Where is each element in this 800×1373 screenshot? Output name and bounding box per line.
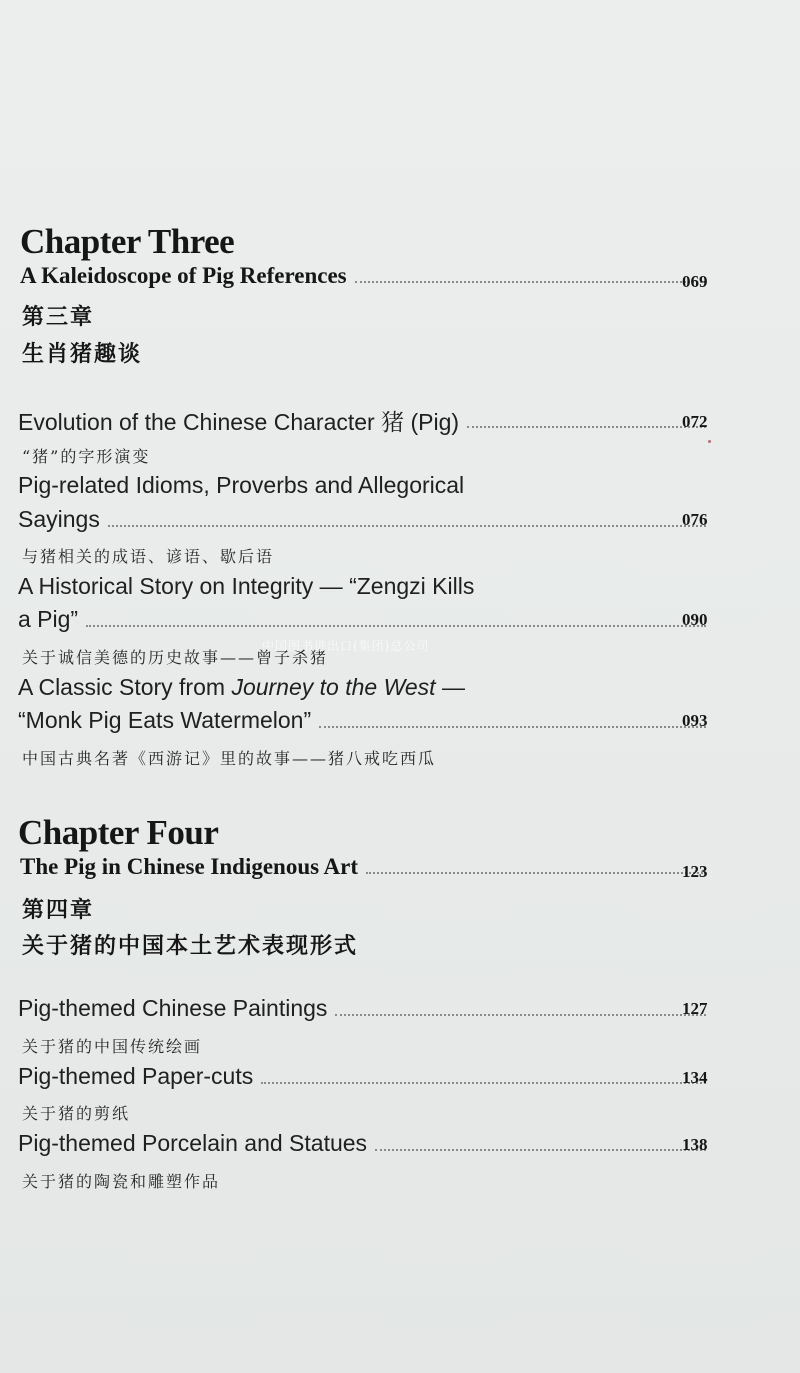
toc-entry-page-number: 127 — [682, 999, 708, 1018]
dot-leader — [467, 426, 706, 428]
toc-entry-paper-cuts — [18, 1063, 714, 1090]
print-speck — [708, 440, 711, 443]
toc-entry-porcelain — [18, 1130, 714, 1157]
toc-entry-evolution — [18, 404, 714, 437]
toc-entry-title: Evolution of the Chinese Character 猪 (Pig) — [18, 409, 460, 435]
toc-entry-title-line1: Pig-related Idioms, Proverbs and Allegorical — [18, 472, 465, 498]
chapter-three-heading: Chapter Three — [20, 222, 235, 261]
dot-leader — [86, 625, 706, 627]
dot-leader — [366, 872, 706, 874]
dot-leader — [335, 1014, 706, 1016]
toc-entry-page-number: 076 — [682, 510, 708, 529]
toc-entry-title: Pig-themed Chinese Paintings — [18, 995, 328, 1021]
toc-entry-title-part: A Classic Story from — [18, 674, 232, 700]
chapter-four-subtitle-row — [20, 854, 714, 880]
dot-leader — [355, 281, 706, 283]
dot-leader — [261, 1082, 706, 1084]
chapter-four-cn-title: 关于猪的中国本土艺术表现形式 — [22, 934, 359, 959]
toc-entry-title: Pig-themed Paper-cuts — [18, 1063, 254, 1089]
toc-entry-page-number: 093 — [682, 711, 708, 730]
chapter-four-subtitle: The Pig in Chinese Indigenous Art — [20, 854, 359, 879]
library-watermark: 中国图书进出口(集团)总公司 — [262, 639, 430, 653]
toc-entry-title-line2: Sayings — [18, 506, 100, 532]
chapter-three-page-number: 069 — [682, 272, 708, 291]
toc-entry-title-line1: A Historical Story on Integrity — “Zengzi Kills — [18, 573, 475, 599]
chapter-three-subtitle: A Kaleidoscope of Pig References — [20, 263, 347, 288]
toc-entry-title: Pig-themed Porcelain and Statues — [18, 1130, 368, 1156]
toc-entry-page-number: 138 — [682, 1135, 708, 1154]
chapter-four-heading: Chapter Four — [18, 813, 219, 852]
toc-entry-zengzi — [18, 606, 714, 633]
toc-entry-cn-title: 关于猪的陶瓷和雕塑作品 — [22, 1172, 221, 1191]
toc-entry-title-line2: “Monk Pig Eats Watermelon” — [18, 707, 312, 733]
toc-entry-monk-pig — [18, 707, 714, 734]
toc-entry-cn-title: 关于猪的剪纸 — [22, 1104, 131, 1123]
dot-leader — [108, 525, 706, 527]
toc-entry-paintings — [18, 995, 714, 1022]
toc-entry-title-line1 — [18, 674, 465, 701]
toc-entry-idioms — [18, 506, 714, 533]
toc-entry-title-line2: a Pig” — [18, 606, 79, 632]
toc-entry-cn-title: 与猪相关的成语、谚语、歇后语 — [22, 547, 275, 566]
toc-entry-title-part: — — [435, 674, 465, 700]
toc-entry-page-number: 090 — [682, 610, 708, 629]
book-title-italic: Journey to the West — [231, 674, 436, 700]
chapter-four-page-number: 123 — [682, 862, 708, 881]
toc-entry-page-number: 072 — [682, 412, 708, 431]
dot-leader — [375, 1149, 706, 1151]
dot-leader — [319, 726, 706, 728]
toc-entry-cn-title: 中国古典名著《西游记》里的故事——猪八戒吃西瓜 — [22, 749, 437, 768]
toc-entry-cn-title: 关于诚信美德的历史故事——曾子杀猪 — [22, 648, 329, 667]
toc-entry-page-number: 134 — [682, 1068, 708, 1087]
chapter-three-cn-label: 第三章 — [22, 305, 95, 330]
chapter-three-cn-title: 生肖猪趣谈 — [22, 342, 143, 367]
chapter-four-cn-label: 第四章 — [22, 898, 95, 923]
toc-entry-cn-title: 关于猪的中国传统绘画 — [22, 1037, 203, 1056]
chapter-three-subtitle-row — [20, 263, 714, 289]
toc-entry-cn-title: “猪”的字形演变 — [22, 447, 151, 466]
